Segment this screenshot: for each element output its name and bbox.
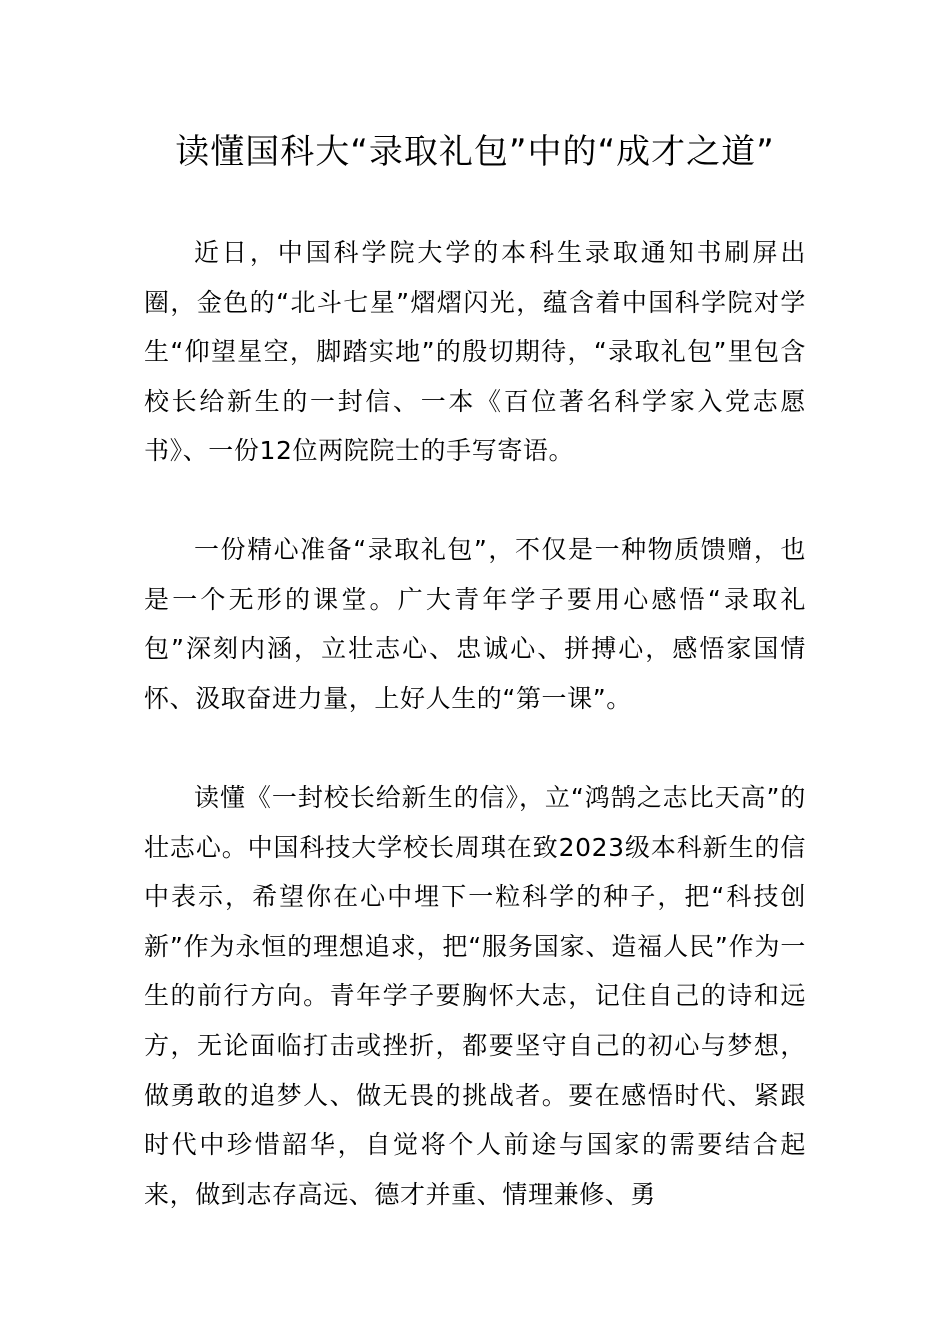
paragraph-intro: 近日，中国科学院大学的本科生录取通知书刷屏出圈，金色的“北斗七星”熠熠闪光，蕴含着中国科学院对学生“仰望星空，脚踏实地”的殷切期待，“录取礼包”里包含校长给新生的一封信、一本《百位著名科学家入党志愿书》、一份12位两院院士的手写寄语。 bbox=[144, 238, 806, 466]
paragraph-president-letter: 读懂《一封校长给新生的信》，立“鸿鹄之志比天高”的壮志心。中国科技大学校长周琪在致2023级本科新生的信中表示，希望你在心中埋下一粒科学的种子，把“科技创新”作为永恒的理想追求，把“服务国家、造福人民”作为一生的前行方向。青年学子要胸怀大志，记住自己的诗和远方，无论面临打击或挫折，都要坚守自己的初心与梦想，做勇敢的追梦人、做无畏的挑战者。要在感悟时代、紧跟时代中珍惜韶华，自觉将个人前途与国家的需要结合起来，做到志存高远、德才并重、情理兼修、勇 bbox=[144, 783, 806, 1209]
document-title: 读懂国科大“录取礼包”中的“成才之道” bbox=[175, 132, 775, 172]
paragraph-gift-meaning: 一份精心准备“录取礼包”，不仅是一种物质馈赠，也是一个无形的课堂。广大青年学子要用心感悟“录取礼包”深刻内涵，立壮志心、忠诚心、拼搏心，感悟家国情怀、汲取奋进力量，上好人生的“第一课”。 bbox=[144, 535, 806, 713]
